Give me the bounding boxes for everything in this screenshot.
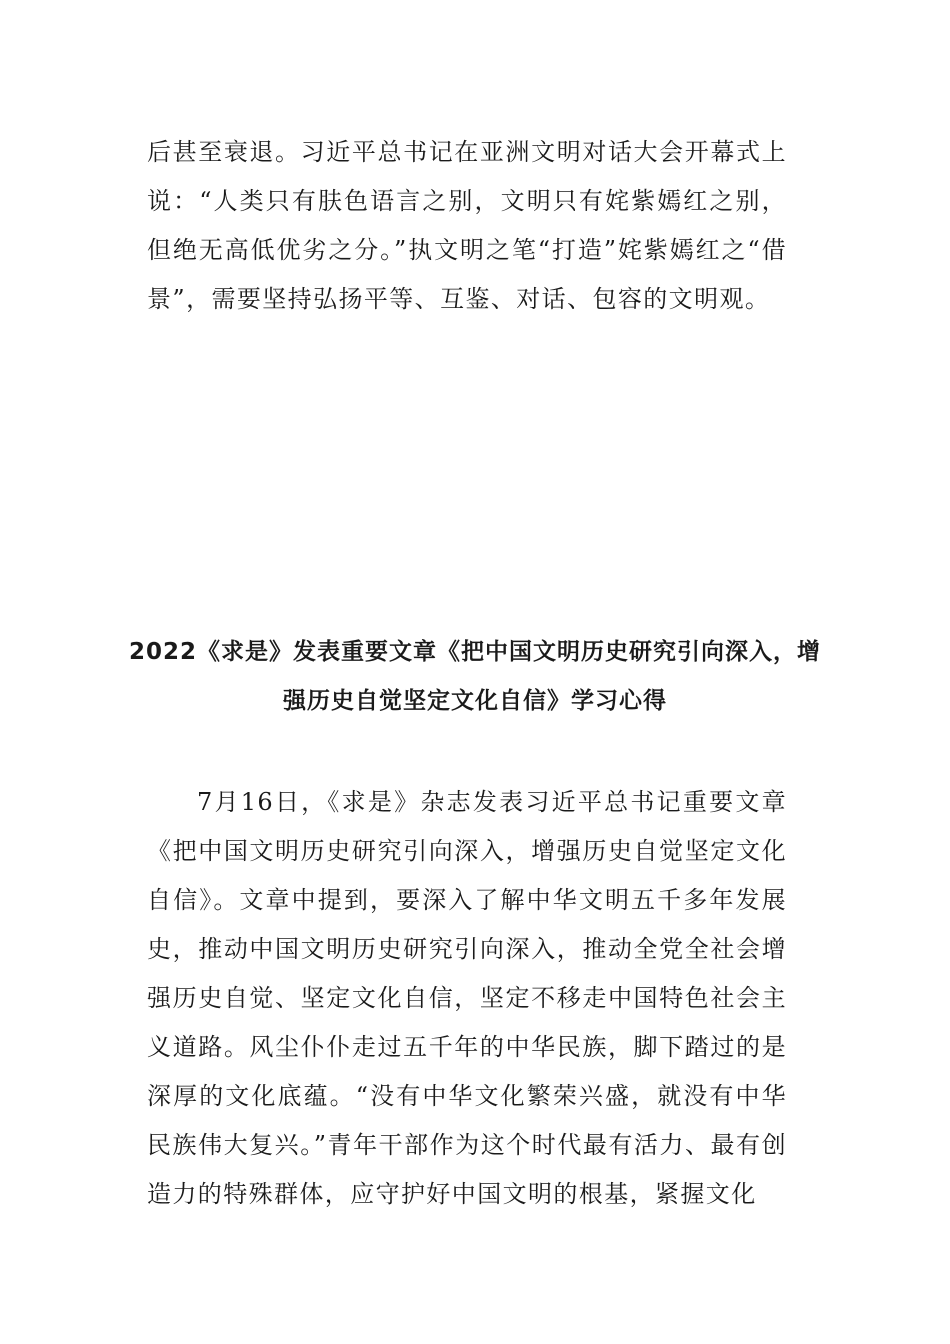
article-title: 2022《求是》发表重要文章《把中国文明历史研究引向深入，增强历史自觉坚定文化自信》学习心得 — [128, 639, 821, 714]
article-body-paragraph: 7月16日，《求是》杂志发表习近平总书记重要文章《把中国文明历史研究引向深入，增强历史自觉坚定文化自信》。文章中提到，要深入了解中华文明五千多年发展史，推动中国文明历史研究引向深入，推动全党全社会增强历史自觉、坚定文化自信，坚定不移走中国特色社会主义道路。风尘仆仆走过五千年的中华民族，脚下踏过的是深厚的文化底蕴。“没有中华文化繁荣兴盛，就没有中华民族伟大复兴。”青年干部作为这个时代最有活力、最有创造力的特殊群体，应守护好中国文明的根基，紧握文化 — [147, 788, 787, 1208]
continued-paragraph: 后甚至衰退。习近平总书记在亚洲文明对话大会开幕式上说：“人类只有肤色语言之别，文明只有姹紫嫣红之别，但绝无高低优劣之分。”执文明之笔“打造”姹紫嫣红之“借景”，需要坚持弘扬平等、互鉴、对话、包容的文明观。 — [147, 138, 787, 313]
